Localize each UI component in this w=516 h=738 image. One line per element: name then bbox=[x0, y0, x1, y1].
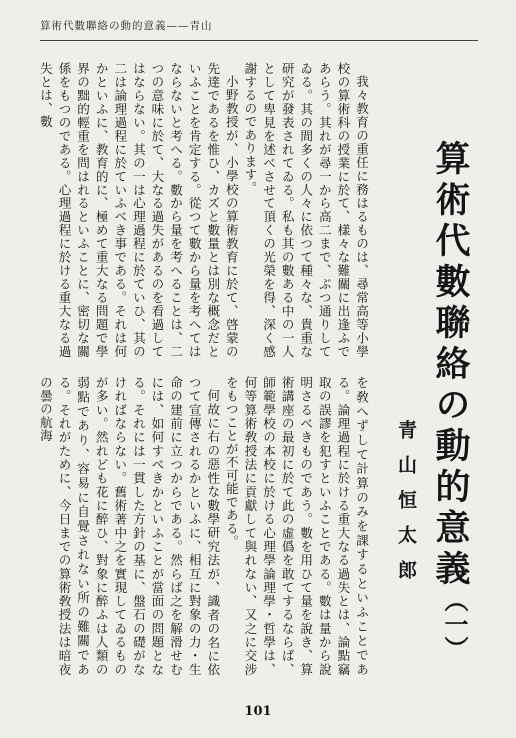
lower-body-text bbox=[37, 376, 370, 676]
upper-body-text bbox=[37, 62, 370, 358]
page-number: 101 bbox=[244, 704, 272, 719]
running-head: 算術代數聯絡の動的意義——青山 bbox=[40, 20, 213, 32]
part-number: （一） bbox=[440, 588, 469, 660]
paragraph: を敎へずして計算のみを課するといふことである。論理過程に於ける重大なる過失とは、論點竊取の誤謬を犯すといふことである。數は量から說明さるべきものであう。數を用ひて量を說き、算術講座の最初に於て此の虛僞を敢てするならば、師範學校の本校に於ける心理學論理學・哲學は、何等算術敎授法に貢獻して與れない、又之に交涉をもつことが不可能である。 bbox=[223, 376, 369, 676]
article-title: 算術代數聯絡の動的意義 bbox=[430, 140, 471, 591]
author-name: 青山恒太郎 bbox=[395, 420, 417, 595]
paragraph: 小野教授が、小學校の算術教育に於て、啓蒙の先達であるを惟ひ、カズと數量とは別な概念だといふことを肯定する。從つて數から量を考へてはならないと考へる。數から量を考へることは、二つの意味に於て、大なる過失があるのを看過してはならない。其の一は心理過程に於ていひ、其の二は論理過程に於ていふべき事である。それは何かといふに、教育的に、極めて重大なる問題で學界の黜的輕重を問はれるといふことに、密切な關係をもつのである。心理過程に於ける重大なる過失とは、數 bbox=[37, 62, 239, 358]
paragraph: 我々教育の重任に務はるものは、尋常高等小學校の算術科の授業に於て、樣々な難關に出逢ふであらう。其れが尋一から高二まで、ぶつ通りしてゐる。其の間多くの人々に依つて種々な、貴重な研究が發表されてゐる。私も其の數ある中の一人として卑見を述べさせて頂くの光榮を得、深く感謝するのであります。 bbox=[242, 62, 369, 358]
paragraph: 何故に右の惡性な數學研究法が、識者の名に依つて宣傳されるかといふに、相互に對象の力・生命の建前に立つからである。然らば之を解滑せむには、如何すべきかといふことが當面の問題となる。それには一貫した方針の基に、盤石の礎がなければならない。舊術著中之を實現してゐるものが多い。然れども花に醉ひ、對象に醉ふは人類の弱點であり、容易に自覺されない所の難關である。それがために、今日までの算術敎授法は暗夜の曇の航海 bbox=[37, 376, 221, 676]
header-rule bbox=[40, 40, 478, 41]
